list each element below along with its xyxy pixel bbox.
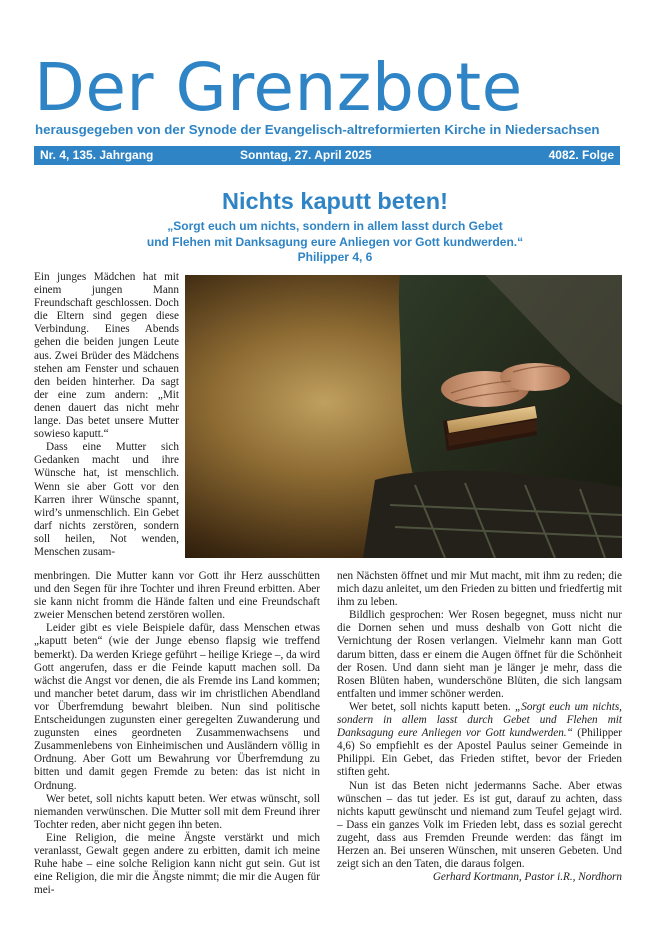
article-column-2	[34, 570, 320, 897]
motto-line-1: „Sorgt euch um nichts, sondern in allem lasst durch Gebet	[167, 219, 503, 233]
issue-date: Sonntag, 27. April 2025	[240, 148, 372, 162]
bible-quote: „Sorgt euch um nichts, sondern in allem lasst durch Gebet und Flehen mit Danksagung eure Anliegen vor Gott kundwerden.“	[337, 700, 622, 740]
paragraph-lead: Wer betet, soll nichts kaputt beten.	[349, 700, 515, 713]
motto-reference: Philipper 4, 6	[297, 250, 373, 264]
issue-bar	[34, 146, 620, 165]
paragraph: nen Nächsten öffnet und mir Mut macht, mit ihm zu reden; die mich dazu anleitet, um den Frieden zu bitten und friedfertig mit ihm zu leben.	[337, 570, 622, 609]
issue-sequence: 4082. Folge	[548, 148, 614, 162]
issue-number: Nr. 4, 135. Jahrgang	[40, 148, 154, 162]
paragraph: Nun ist das Beten nicht jedermanns Sache. Aber etwas wünschen – das tut jeder. Es ist gut, darauf zu achten, dass nichts kaputt gewünscht und niemand zum Teufel gejagt wird. – Dass ein ganzes Volk im Frieden lebt, dass es sozial gerecht zugeht, dass aus Fremden Freunde werden: das fängt im Herzen an. Bei unseren Wünschen, mit unseren Gebeten. Und zeigt sich an den Taten, die daraus folgen.	[337, 779, 622, 871]
article-column-3	[337, 570, 622, 884]
paragraph-tail: (Philipper 4,6) So empfiehlt es der Apostel Paulus seiner Gemeinde in Philippi. Ein Gebet, das Frieden stiftet, bevor der Frieden stiften geht.	[337, 727, 623, 779]
publisher-line: herausgegeben von der Synode der Evangelisch-altreformierten Kirche in Niedersachsen	[35, 122, 600, 137]
motto-line-2: und Flehen mit Danksagung eure Anliegen vor Gott kundwerden.“	[146, 234, 524, 249]
bible-hands-photo	[185, 275, 622, 558]
author-signature: Gerhard Kortmann, Pastor i.R., Nordhorn	[432, 871, 622, 884]
paragraph: Dass eine Mutter sich Gedanken macht und ihre Wünsche hat, ist menschlich. Wenn sie aber Gott vor den Karren ihrer Wünsche spannt, wird’s unmenschlich. Ein Gebet darf nichts zerstören, sondern soll heilen, Not wenden, Menschen zusam-	[34, 441, 179, 558]
paragraph	[337, 701, 622, 780]
paragraph: Wer betet, soll nichts kaputt beten. Wer etwas wünscht, soll niemanden verwünschen. Die Mutter soll mit dem Freund ihrer Tochter reden, aber nicht gegen ihn beten.	[34, 792, 320, 831]
paragraph: Bildlich gesprochen: Wer Rosen begegnet, muss nicht nur die Dornen sehen und muss deshalb von Gott nicht die Vernichtung der Rosen verlangen. Vielmehr kann man Gott darum bitten, dass er einem die Augen öffnet für die Schönheit der Rosen. Und dann sieht man je länger je mehr, dass die Rosen Blüten haben, wunderschöne Blüten, die sich langsam entfalten und immer schöner werden.	[337, 609, 622, 700]
paragraph: Ein junges Mädchen hat mit einem jungen Mann Freundschaft geschlossen. Doch die Eltern sind gegen diese Verbindung. Eines Abends gehen die beiden jungen Leute aus. Zwei Brüder des Mädchens stehen am Fenster und schauen den beiden hinterher. Da sagt der eine zum andern: „Mit denen dauert das nicht mehr lange. Das betet unsere Mutter sowieso kaputt.“	[34, 271, 179, 441]
motto-quote	[90, 219, 580, 266]
article-headline: Nichts kaputt beten!	[222, 188, 448, 214]
masthead-title: Der Grenzbote	[34, 49, 523, 126]
paragraph: menbringen. Die Mutter kann vor Gott ihr Herz ausschütten und den Segen für ihre Tochter und ihren Freund erbitten. Aber sie kann nicht fromm die Hände falten und eine Freundschaft zweier Menschen betend zerstören wollen.	[34, 570, 320, 622]
article-column-1	[34, 271, 179, 559]
paragraph: Leider gibt es viele Beispiele dafür, dass Menschen etwas „kaputt beten“ (wie der Junge ebenso flapsig wie treffend bemerkt). Da werden Kriege geführt – heilige Kriege –, da wird Gott angerufen, dass er die Feinde kaputt machen soll. Da wächst die Angst vor denen, die als Fremde ins Land kommen; und mancher betet darum, dass wir im christlichen Abendland vor Überfremdung bewahrt bleiben. Nun sind politische Entscheidungen zugunsten einer geregelten Zuwanderung und zugunsten eines geordneten Zusammenwachsens und Zusammenlebens von Einheimischen und Ausländern völlig in Ordnung. Aber Gott um Bewahrung vor Überfremdung zu bitten und damit gegen Fremde zu beten: das ist nicht in Ordnung.	[34, 622, 320, 792]
paragraph: Eine Religion, die meine Ängste verstärkt und mich veranlasst, Gewalt gegen andere zu erbitten, damit ich meine Ruhe habe – eine solche Religion kann nicht gut sein. Gut ist eine Religion, die mir die Ängste nimmt; die mir die Augen für mei-	[34, 831, 320, 897]
